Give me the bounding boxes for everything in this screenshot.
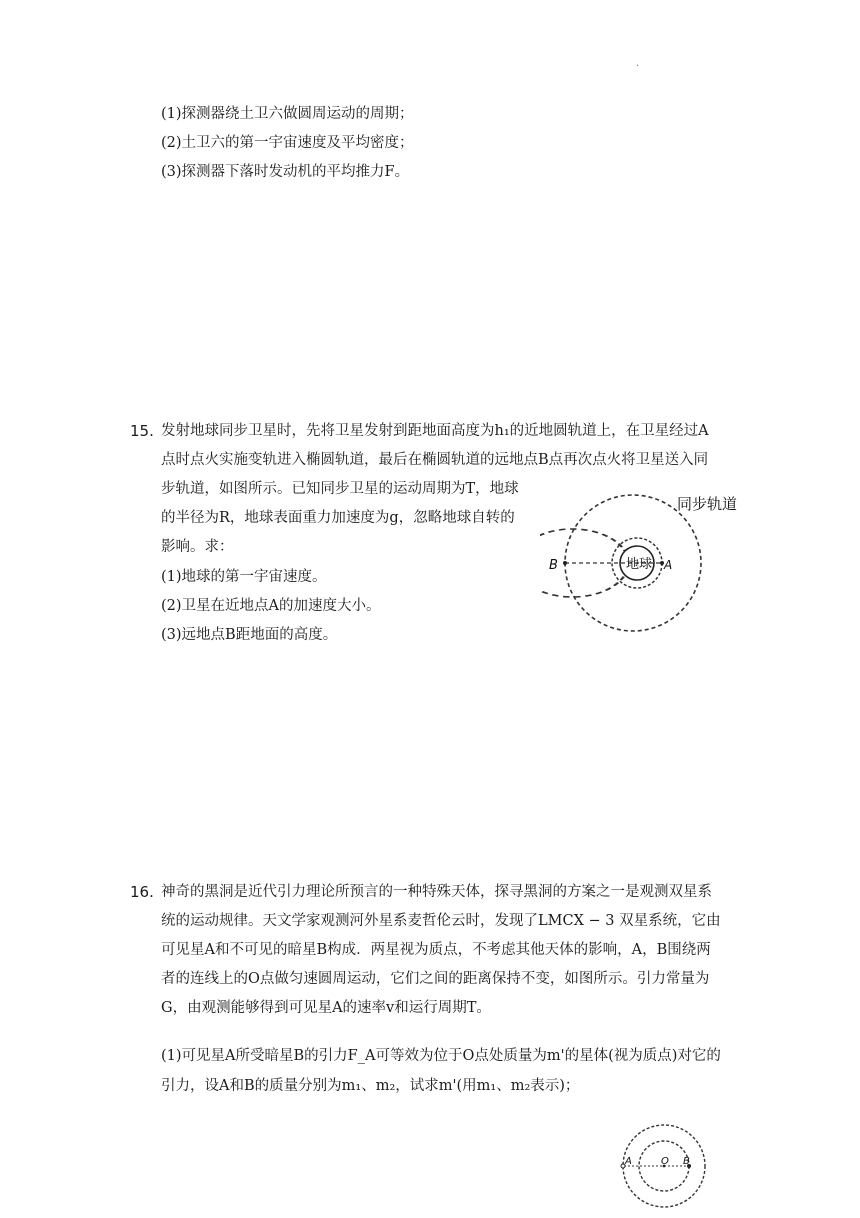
binary-star-diagram <box>612 1122 712 1214</box>
q15-part-1: (1)地球的第一宇宙速度。 <box>161 569 327 585</box>
point-b-label: B <box>549 558 558 573</box>
star-a-label: A <box>625 1156 632 1167</box>
q16-line-5: G，由观测能够得到可见星A的速率v和运行周期T。 <box>161 1000 491 1016</box>
page-top-mark: . <box>636 58 640 69</box>
orbit-label: 同步轨道 <box>677 495 738 513</box>
q14-part-3: (3)探测器下落时发动机的平均推力F。 <box>161 164 410 180</box>
q15-part-2: (2)卫星在近地点A的加速度大小。 <box>161 598 381 614</box>
orbit-diagram <box>540 490 750 635</box>
star-b-label: B <box>683 1156 690 1167</box>
q15-line-4: 的半径为R，地球表面重力加速度为g，忽略地球自转的 <box>161 510 515 526</box>
q16-number: 16. <box>130 883 154 901</box>
point-a-label: A <box>664 558 673 572</box>
center-o-label: O <box>661 1156 669 1167</box>
q15-number: 15. <box>130 422 154 440</box>
q15-line-2: 点时点火实施变轨进入椭圆轨道，最后在椭圆轨道的远地点B点再次点火将卫星送入同 <box>161 452 709 468</box>
q15-line-5: 影响。求： <box>161 539 234 555</box>
q15-line-3: 步轨道，如图所示。已知同步卫星的运动周期为T，地球 <box>161 481 519 497</box>
q16-part1-line-1: (1)可见星A所受暗星B的引力F_A可等效为位于O点处质量为m'的星体(视为质点)对它的 <box>161 1048 721 1064</box>
earth-label: 地球 <box>626 557 653 572</box>
q14-part-2: (2)土卫六的第一宇宙速度及平均密度； <box>161 135 414 151</box>
q16-line-1: 神奇的黑洞是近代引力理论所预言的一种特殊天体，探寻黑洞的方案之一是观测双星系 <box>161 884 712 900</box>
q15-part-3: (3)远地点B距地面的高度。 <box>161 627 338 643</box>
q16-line-2: 统的运动规律。天文学家观测河外星系麦哲伦云时，发现了LMCX − 3 双星系统，它由 <box>161 913 721 929</box>
q14-part-1: (1)探测器绕土卫六做圆周运动的周期； <box>161 106 414 122</box>
q15-line-1: 发射地球同步卫星时，先将卫星发射到距地面高度为h₁的近地圆轨道上，在卫星经过A <box>161 423 709 439</box>
q16-part1-line-2: 引力，设A和B的质量分别为m₁、m₂，试求m'(用m₁、m₂表示)； <box>161 1078 580 1094</box>
point-b-dot <box>563 561 567 565</box>
q16-line-4: 者的连线上的O点做匀速圆周运动，它们之间的距离保持不变，如图所示。引力常量为 <box>161 971 710 987</box>
q16-line-3: 可见星A和不可见的暗星B构成．两星视为质点，不考虑其他天体的影响，A，B围绕两 <box>161 942 711 958</box>
